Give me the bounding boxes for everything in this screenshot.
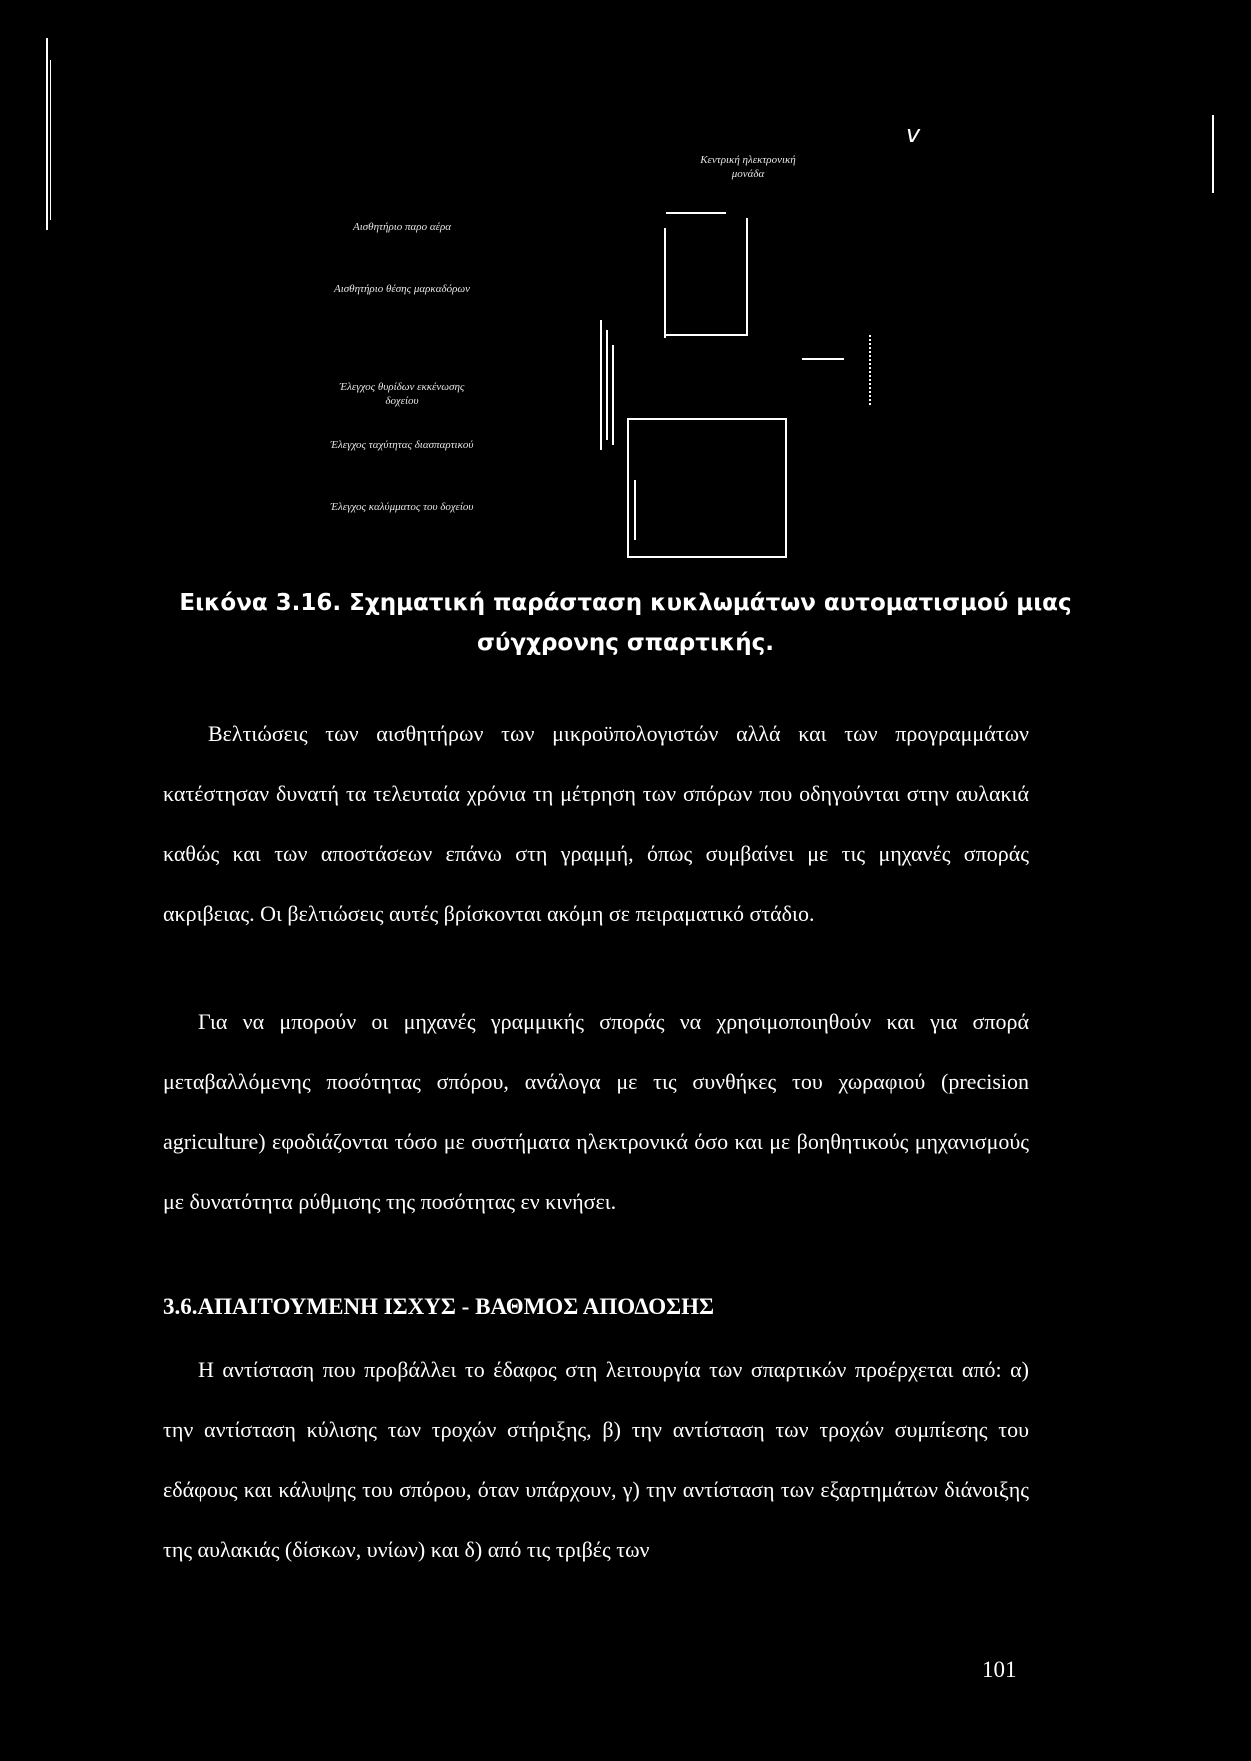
diagram-line — [802, 358, 844, 360]
body-paragraph: Η αντίσταση που προβάλλει το έδαφος στη λειτουργία των σπαρτικών προέρχεται από: α) την αντίσταση κύλισης των τροχών στήριξης, β) την αντίσταση των τροχών συμπίεσης του εδάφους και κάλυψης του σπόρου, όταν υπάρχουν, γ) την αντίσταση των εξαρτημάτων διάνοιξης της αυλακιάς (δίσκων, υνίων) και δ) από τις τριβές των — [163, 1357, 1029, 1562]
dotted-line — [869, 335, 871, 405]
figure-caption-line2: σύγχρονης σπαρτικής. — [477, 630, 774, 656]
section-heading: 3.6.ΑΠΑΙΤΟΥΜΕΝΗ ΙΣΧΥΣ - ΒΑΘΜΟΣ ΑΠΟΔΟΣΗΣ — [163, 1294, 715, 1319]
page-number: 101 — [982, 1657, 1017, 1682]
scan-edge-line — [46, 38, 48, 230]
sensor-label: Αισθητήριο θέσης μαρκαδόρων — [333, 283, 471, 295]
sensor-label: Αισθητήριο παρο αέρα — [352, 221, 452, 233]
diagram-line — [664, 228, 666, 338]
diagram-line — [600, 320, 602, 450]
corner-mark: v — [906, 120, 921, 148]
central-unit-label: Κεντρική ηλεκτρονική μονάδα — [700, 154, 796, 180]
scan-edge-line — [1212, 115, 1214, 193]
diagram-line — [606, 330, 608, 440]
sensor-label: Έλεγχος ταχύτητας διασπαρτικού — [330, 439, 474, 451]
diagram-line — [664, 334, 748, 336]
figure-caption-line1: Εικόνα 3.16. Σχηματική παράσταση κυκλωμάτων αυτοματισμού μιας — [179, 590, 1072, 616]
diagram-line — [634, 480, 636, 540]
diagram-line — [612, 345, 614, 445]
body-paragraph: Για να μπορούν οι μηχανές γραμμικής σποράς να χρησιμοποιηθούν και για σπορά μεταβαλλόμενης ποσότητας σπόρου, ανάλογα με τις συνθήκες του χωραφιού (precision agriculture) εφοδιάζονται τόσο με συστήματα ηλεκτρονικά όσο και με βοηθητικούς μηχανισμούς με δυνατότητα ρύθμισης της ποσότητας εν κινήσει. — [163, 1009, 1029, 1214]
diagram-box — [627, 418, 787, 558]
diagram-line — [666, 212, 726, 214]
sensor-label: Έλεγχος θυρίδων εκκένωσης δοχείου — [339, 381, 465, 407]
sensor-label: Έλεγχος καλύμματος του δοχείου — [330, 501, 474, 513]
body-paragraph: Βελτιώσεις των αισθητήρων των μικροϋπολογιστών αλλά και των προγραμμάτων κατέστησαν δυνατή τα τελευταία χρόνια τη μέτρηση των σπόρων που οδηγούνται στην αυλακιά καθώς και των αποστάσεων επάνω στη γραμμή, όπως συμβαίνει με τις μηχανές σποράς ακριβειας. Οι βελτιώσεις αυτές βρίσκονται ακόμη σε πειραματικό στάδιο. — [163, 721, 1029, 926]
diagram-line — [746, 218, 748, 336]
scan-edge-line — [50, 60, 51, 220]
